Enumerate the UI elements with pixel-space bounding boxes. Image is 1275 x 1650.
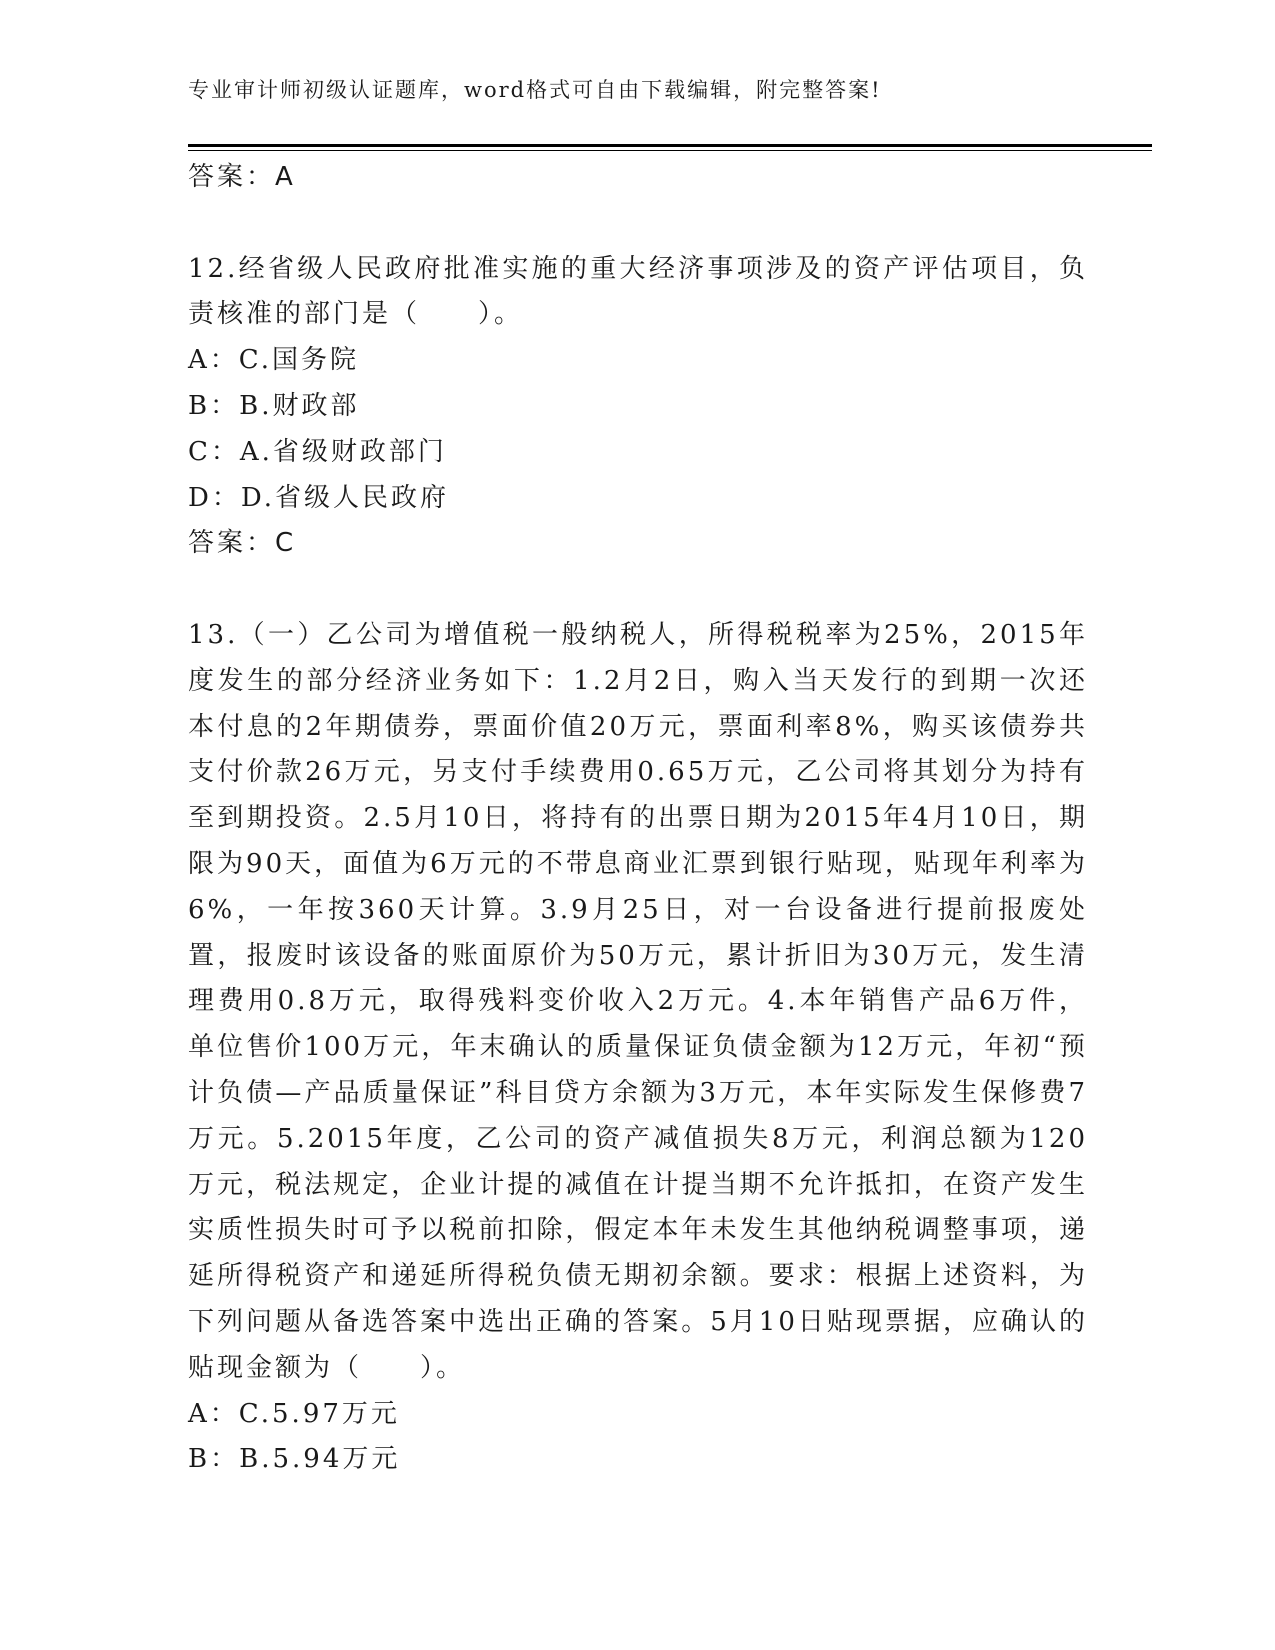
- document-body: [188, 155, 1088, 1483]
- header-rule-thick: [188, 144, 1152, 147]
- option-a: A：C.国务院: [188, 345, 360, 376]
- option-c: C：A.省级财政部门: [188, 436, 447, 467]
- option-a: A：C.5.97万元: [188, 1398, 400, 1429]
- question-stem: 13.（一）乙公司为增值税一般纳税人，所得税税率为25%，2015年度发生的部分经济业务如下：1.2月2日，购入当天发行的到期一次还本付息的2年期债券，票面价值20万元，票面利率8%，购买该债券共支付价款26万元，另支付手续费用0.65万元，乙公司将其划分为持有至到期投资。2.5月10日，将持有的出票日期为2015年4月10日，期限为90天，面值为6万元的不带息商业汇票到银行贴现，贴现年利率为6%，一年按360天计算。3.9月25日，对一台设备进行提前报废处置，报废时该设备的账面原价为50万元，累计折旧为30万元，发生清理费用0.8万元，取得残料变价收入2万元。4.本年销售产品6万件，单位售价100万元，年末确认的质量保证负债金额为12万元，年初“预计负债—产品质量保证”科目贷方余额为3万元，本年实际发生保修费7万元。5.2015年度，乙公司的资产减值损失8万元，利润总额为120万元，税法规定，企业计提的减值在计提当期不允许抵扣，在资产发生实质性损失时可予以税前扣除，假定本年未发生其他纳税调整事项，递延所得税资产和递延所得税负债无期初余额。要求：根据上述资料，为下列问题从备选答案中选出正确的答案。5月10日贴现票据，应确认的贴现金额为（ ）。: [188, 619, 1088, 1383]
- page-header: 专业审计师初级认证题库，word格式可自由下载编辑，附完整答案!: [188, 78, 882, 102]
- option-d: D：D.省级人民政府: [188, 482, 450, 513]
- question-13: [188, 613, 1088, 1483]
- previous-answer: 答案：A: [188, 162, 296, 192]
- header-rule-thin: [188, 150, 1152, 151]
- question-stem: 12.经省级人民政府批准实施的重大经济事项涉及的资产评估项目，负责核准的部门是（ ）。: [188, 253, 1088, 330]
- option-b: B：B.财政部: [188, 390, 360, 421]
- option-b: B：B.5.94万元: [188, 1444, 401, 1475]
- spacer: [188, 201, 1088, 247]
- question-12: [188, 247, 1088, 568]
- spacer: [188, 567, 1088, 613]
- question-answer: 答案：C: [188, 528, 297, 559]
